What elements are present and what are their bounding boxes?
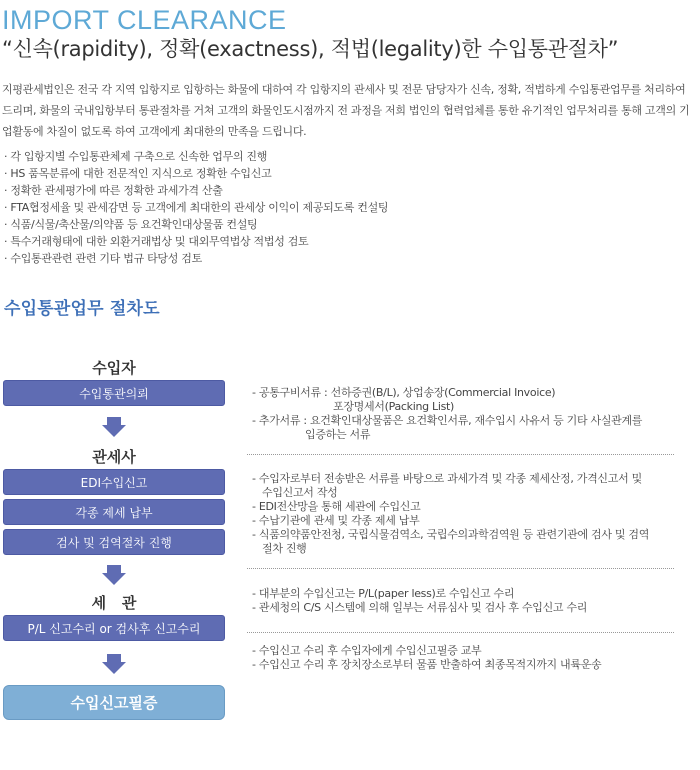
feature-item: · 수입통관관련 관련 기타 법규 타당성 검토 xyxy=(4,252,202,265)
intro-paragraph: 지평관세법인은 전국 각 지역 입항지로 입항하는 화물에 대하여 각 입항지의 관세사 및 전문 담당자가 신속, 정확, 적법하게 수입통관업무를 처리하여 드리며, 화물의 국내입항부터 통관절차를 거쳐 고객의 화물인도시점까지 전 과정을 저희 법인의 협력업체를 통한 유기적인 업무처리를 통해 고객의 기업활동에 차질이 없도록 하여 고객에게 최대한의 만족을 드립니다. xyxy=(2,83,690,138)
description-item: - 관세청의 C/S 시스템에 의해 일부는 서류심사 및 검사 후 수입신고 수리 xyxy=(252,601,588,614)
step-edi-declaration: EDI수입신고 xyxy=(3,469,225,495)
step-inspection: 검사 및 검역절차 진행 xyxy=(3,529,225,555)
feature-item: · HS 품목분류에 대한 전문적인 지식으로 정확한 수입신고 xyxy=(4,167,272,180)
page-title-en: IMPORT CLEARANCE xyxy=(2,5,287,35)
process-title: 수입통관업무 절차도 xyxy=(4,299,160,319)
description-item: - 추가서류 : 요건확인대상물품은 요건확인서류, 재수입시 사유서 등 기타 사실관계를 xyxy=(252,414,643,427)
broker-label: 관세사 xyxy=(92,448,136,466)
customs-description xyxy=(252,587,682,615)
broker-description xyxy=(252,472,682,556)
feature-item: · 각 입항지별 수입통관체제 구축으로 신속한 업무의 진행 xyxy=(4,150,268,163)
description-item: 절차 진행 xyxy=(262,542,307,555)
description-item: - 대부분의 수입신고는 P/L(paper less)로 수입신고 수리 xyxy=(252,587,515,600)
description-item: 수입신고서 작성 xyxy=(262,486,338,499)
description-item: - 공통구비서류 : 선하증권(B/L), 상업송장(Commercial Invoice) xyxy=(252,386,556,399)
description-item: 입증하는 서류 xyxy=(305,428,371,441)
description-item: - 수입신고 수리 후 장치장소로부터 물품 반출하여 최종목적지까지 내륙운송 xyxy=(252,658,602,671)
docs-description xyxy=(252,386,682,442)
final-description xyxy=(252,644,682,672)
divider xyxy=(247,632,674,633)
down-arrow-icon xyxy=(102,654,126,674)
final-certificate: 수입신고필증 xyxy=(3,685,225,720)
feature-item: · 특수거래형태에 대한 외환거래법상 및 대외무역법상 적법성 검토 xyxy=(4,235,309,248)
description-item: - 수납기관에 관세 및 각종 제세 납부 xyxy=(252,514,420,527)
description-item: - 식품의약품안전청, 국립식물검역소, 국립수의과학검역원 등 관련기관에 검사 및 검역 xyxy=(252,528,650,541)
divider xyxy=(247,568,674,569)
feature-item: · 식품/식물/축산물/의약품 등 요건확인대상물품 컨설팅 xyxy=(4,218,258,231)
description-item: - EDI전산망을 통해 세관에 수입신고 xyxy=(252,500,421,513)
step-tax-payment: 각종 제세 납부 xyxy=(3,499,225,525)
description-item: - 수입자로부터 전송받은 서류를 바탕으로 과세가격 및 각종 제세산정, 가격신고서 및 xyxy=(252,472,642,485)
description-item: 포장명세서(Packing List) xyxy=(333,400,455,413)
feature-item: · FTA협정세율 및 관세감면 등 고객에게 최대한의 관세상 이익이 제공되도록 컨설팅 xyxy=(4,201,389,214)
description-item: - 수입신고 수리 후 수입자에게 수입신고필증 교부 xyxy=(252,644,482,657)
step-clearance: P/L 신고수리 or 검사후 신고수리 xyxy=(3,615,225,641)
down-arrow-icon xyxy=(102,565,126,585)
importer-label: 수입자 xyxy=(92,359,136,377)
divider xyxy=(247,454,674,455)
customs-label: 세 관 xyxy=(91,594,137,612)
step-import-request: 수입통관의뢰 xyxy=(3,380,225,406)
page-subtitle: “신속(rapidity), 정확(exactness), 적법(legality)한 수입통관절차” xyxy=(2,37,619,61)
feature-list xyxy=(4,148,388,267)
down-arrow-icon xyxy=(102,417,126,437)
feature-item: · 정확한 관세평가에 따른 정확한 과세가격 산출 xyxy=(4,184,223,197)
